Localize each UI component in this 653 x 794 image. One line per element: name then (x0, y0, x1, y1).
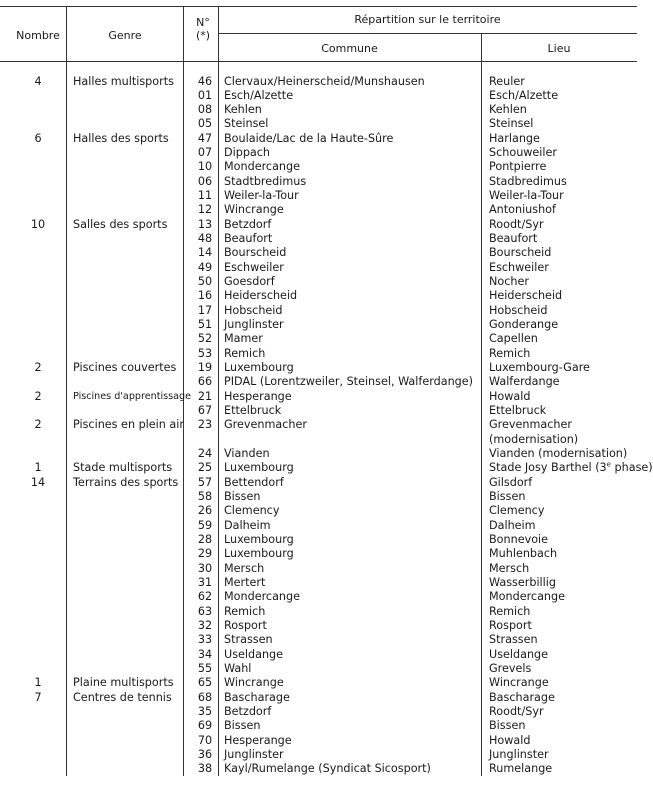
no-cell: 70 (197, 733, 213, 747)
no-cell: 59 (197, 518, 213, 532)
no-cell: 68 (197, 690, 213, 704)
no-cell: 49 (197, 260, 213, 274)
no-cell: 19 (197, 361, 213, 375)
table-row (0, 189, 637, 203)
commune-cell: Luxembourg (224, 361, 294, 375)
commune-cell: Bettendorf (224, 475, 284, 489)
no-cell: 12 (197, 203, 213, 217)
no-cell: 11 (197, 189, 213, 203)
lieu-cell: Bissen (489, 719, 526, 733)
table-row (0, 246, 637, 260)
lieu-cell: Useldange (489, 647, 549, 661)
commune-cell: Esch/Alzette (224, 88, 294, 102)
commune-cell: Mamer (224, 332, 263, 346)
commune-cell: Luxembourg (224, 533, 294, 547)
commune-cell: Goesdorf (224, 275, 275, 289)
no-cell: 48 (197, 232, 213, 246)
lieu-cell: Bissen (489, 490, 526, 504)
table-row (0, 117, 637, 131)
table-row (0, 619, 637, 633)
lieu-cell: Ettelbruck (489, 404, 547, 418)
commune-cell: Eschweiler (224, 260, 284, 274)
no-cell: 01 (197, 88, 213, 102)
lieu-cell: Walferdange (489, 375, 560, 389)
lieu-cell: Bourscheid (489, 246, 552, 260)
lieu-cell: Heiderscheid (489, 289, 563, 303)
genre-cell: Piscines couvertes (73, 361, 177, 375)
table-row (0, 275, 637, 289)
header-lieu: Lieu (547, 42, 571, 55)
header-nombre: Nombre (16, 29, 60, 42)
table-row (0, 332, 637, 346)
table-row (0, 232, 637, 246)
commune-cell: Kayl/Rumelange (Syndicat Sicosport) (224, 762, 431, 776)
commune-cell: Bissen (224, 719, 261, 733)
commune-cell: Ettelbruck (224, 404, 282, 418)
commune-cell: Rosport (224, 619, 267, 633)
commune-cell: Hesperange (224, 389, 292, 403)
commune-cell: Useldange (224, 647, 284, 661)
lieu-cell: Bonnevoie (489, 533, 549, 547)
commune-cell: Dalheim (224, 518, 271, 532)
table-row (0, 447, 637, 461)
lieu-cell: Gonderange (489, 318, 559, 332)
table-row (0, 132, 637, 146)
lieu-cell: Roodt/Syr (489, 217, 544, 231)
no-cell: 66 (197, 375, 213, 389)
table-row (0, 361, 637, 375)
table-row (0, 404, 637, 418)
genre-cell: Centres de tennis (73, 690, 172, 704)
commune-cell: Dippach (224, 146, 271, 160)
table-row (0, 460, 653, 475)
commune-cell: Remich (224, 346, 266, 360)
no-cell: 32 (197, 619, 213, 633)
no-cell: 05 (197, 117, 213, 131)
table-row (0, 476, 637, 490)
genre-cell: Terrains des sports (73, 475, 179, 489)
commune-cell: Wahl (224, 662, 252, 676)
no-cell: 55 (197, 662, 213, 676)
no-cell: 57 (197, 475, 213, 489)
table-row (0, 103, 637, 117)
nombre-cell: 2 (34, 418, 42, 432)
table-row (0, 590, 637, 604)
genre-cell: Plaine multisports (73, 676, 174, 690)
no-cell: 16 (197, 289, 213, 303)
table-row (0, 748, 637, 762)
table-row (0, 318, 637, 332)
commune-cell: Weiler-la-Tour (224, 189, 299, 203)
table-row (0, 218, 637, 232)
lieu-cell: Junglinster (489, 748, 549, 761)
table-row (0, 75, 637, 89)
no-cell: 35 (197, 705, 213, 719)
commune-cell: Mondercange (224, 590, 301, 604)
no-cell: 51 (197, 318, 213, 332)
no-cell: 62 (197, 590, 213, 604)
lieu-cell: Roodt/Syr (489, 705, 544, 719)
commune-cell: Luxembourg (224, 547, 294, 561)
nombre-cell: 6 (34, 131, 42, 145)
lieu-cell: Pontpierre (489, 160, 547, 174)
lieu-superscript: e (606, 460, 611, 469)
no-cell: 34 (197, 647, 213, 661)
no-cell: 53 (197, 346, 213, 360)
commune-cell: Kehlen (224, 103, 262, 117)
lieu-cell: Wincrange (489, 676, 549, 690)
rule-header-bottom (0, 61, 637, 62)
commune-cell: Heiderscheid (224, 289, 298, 303)
table-row (0, 347, 637, 361)
header-no-line1: N° (196, 16, 210, 29)
no-cell: 31 (197, 576, 213, 590)
table-row (0, 289, 637, 303)
nombre-cell: 10 (30, 217, 46, 231)
lieu-cell: Remich (489, 346, 531, 360)
lieu-cell: Reuler (489, 74, 525, 88)
lieu-cell: Nocher (489, 275, 529, 289)
lieu-cell: Howald (489, 733, 531, 747)
commune-cell: Mertert (224, 576, 266, 590)
commune-cell: PIDAL (Lorentzweiler, Steinsel, Walferdange) (224, 375, 474, 389)
header-repartition: Répartition sur le territoire (354, 13, 501, 26)
table-row (0, 203, 637, 217)
no-cell: 13 (197, 217, 213, 231)
no-cell: 50 (197, 275, 213, 289)
table-row (0, 547, 637, 561)
lieu-cell: Rosport (489, 619, 532, 633)
lieu-cell: Wasserbillig (489, 576, 556, 590)
lieu-cell: Rumelange (489, 762, 553, 776)
lieu-cell: Vianden (modernisation) (489, 447, 628, 461)
lieu-cell: Howald (489, 389, 531, 403)
commune-cell: Bissen (224, 490, 261, 504)
lieu-cell: Dalheim (489, 518, 536, 532)
header-commune: Commune (321, 42, 378, 55)
lieu-cell: Clemency (489, 504, 545, 518)
no-cell: 08 (197, 103, 213, 117)
commune-cell: Boulaide/Lac de la Haute-Sûre (224, 131, 394, 145)
table-row (0, 562, 637, 576)
genre-cell: Piscines en plein air (73, 418, 184, 432)
lieu-cell: Capellen (489, 332, 538, 346)
no-cell: 69 (197, 719, 213, 733)
commune-cell: Strassen (224, 633, 273, 647)
lieu-cell: Esch/Alzette (489, 88, 559, 102)
no-cell: 24 (197, 447, 213, 461)
genre-cell: Halles des sports (73, 131, 169, 145)
no-cell: 63 (197, 604, 213, 618)
header-no (188, 16, 218, 42)
lieu-cell: Grevels (489, 662, 532, 676)
genre-cell: Stade multisports (73, 461, 173, 475)
table-row (0, 576, 637, 590)
table-row (0, 705, 637, 719)
lieu-cell: Gilsdorf (489, 475, 533, 489)
lieu-cell: Mondercange (489, 590, 566, 604)
lieu-cell: Weiler-la-Tour (489, 189, 564, 203)
no-cell: 28 (197, 533, 213, 547)
commune-cell: Bourscheid (224, 246, 287, 260)
no-cell: 26 (197, 504, 213, 518)
table-row (0, 175, 637, 189)
table-row (0, 504, 637, 518)
no-cell: 10 (197, 160, 213, 174)
table-row (0, 390, 637, 404)
lieu-cell: Grevenmacher (489, 418, 572, 432)
nombre-cell: 2 (34, 389, 42, 403)
no-cell: 33 (197, 633, 213, 647)
nombre-cell: 7 (34, 690, 42, 704)
commune-cell: Steinsel (224, 117, 269, 131)
lieu-cell: Antoniushof (489, 203, 556, 217)
commune-cell: Clervaux/Heinerscheid/Munshausen (224, 74, 425, 88)
no-cell: 67 (197, 404, 213, 418)
genre-cell: Piscines d'apprentissage (73, 390, 192, 402)
table-row (0, 490, 637, 504)
lieu-cell: Muhlenbach (489, 547, 558, 561)
commune-cell: Remich (224, 604, 266, 618)
commune-cell: Wincrange (224, 203, 284, 217)
commune-cell: Mersch (224, 561, 265, 575)
table-row (0, 762, 637, 776)
lieu-cell: Luxembourg-Gare (489, 361, 590, 375)
no-cell: 58 (197, 490, 213, 504)
table-row (0, 533, 637, 547)
header-genre: Genre (108, 29, 142, 42)
lieu-cell: Remich (489, 604, 531, 618)
nombre-cell: 1 (34, 676, 42, 690)
table-row (0, 691, 637, 705)
commune-cell: Luxembourg (224, 461, 294, 475)
nombre-cell: 2 (34, 361, 42, 375)
no-cell: 07 (197, 146, 213, 160)
lieu-cell: Kehlen (489, 103, 527, 117)
table-row (0, 662, 637, 676)
commune-cell: Betzdorf (224, 217, 272, 231)
lieu-cell: Strassen (489, 633, 538, 647)
commune-cell: Vianden (224, 447, 270, 461)
table-row (0, 633, 637, 647)
commune-cell: Hesperange (224, 733, 292, 747)
no-cell: 14 (197, 246, 213, 260)
commune-cell: Beaufort (224, 232, 273, 246)
no-cell: 65 (197, 676, 213, 690)
lieu-cell: Steinsel (489, 117, 534, 131)
commune-cell: Grevenmacher (224, 418, 307, 432)
table-row (0, 89, 637, 103)
commune-cell: Bascharage (224, 690, 290, 704)
nombre-cell: 14 (30, 475, 46, 489)
table-row (0, 304, 637, 318)
table-row (0, 160, 637, 174)
rule-top (0, 6, 637, 7)
genre-cell: Salles des sports (73, 217, 168, 231)
table-row (0, 519, 637, 533)
lieu-cell: Stadbredimus (489, 174, 567, 188)
rule-under-repartition (218, 33, 637, 34)
table-row (0, 433, 637, 447)
no-cell: 30 (197, 561, 213, 575)
table-row (0, 648, 637, 662)
lieu-cell: Bascharage (489, 690, 555, 704)
commune-cell: Junglinster (224, 748, 284, 761)
nombre-cell: 1 (34, 461, 42, 475)
genre-cell: Halles multisports (73, 74, 174, 88)
commune-cell: Mondercange (224, 160, 301, 174)
lieu-cell: Beaufort (489, 232, 538, 246)
no-cell: 47 (197, 131, 213, 145)
no-cell: 23 (197, 418, 213, 432)
lieu-cell: Mersch (489, 561, 530, 575)
commune-cell: Clemency (224, 504, 280, 518)
no-cell: 36 (197, 748, 213, 761)
table-row (0, 719, 637, 733)
table-row (0, 146, 637, 160)
commune-cell: Junglinster (224, 318, 284, 332)
lieu-cell: Eschweiler (489, 260, 549, 274)
lieu-cell: (modernisation) (489, 432, 579, 446)
nombre-cell: 4 (34, 74, 42, 88)
header-no-line2: (*) (195, 29, 211, 42)
lieu-cell (489, 461, 653, 475)
table-row (0, 734, 637, 748)
no-cell: 38 (197, 762, 213, 776)
no-cell: 06 (197, 174, 213, 188)
table-row (0, 375, 637, 389)
no-cell: 29 (197, 547, 213, 561)
lieu-cell: Hobscheid (489, 303, 548, 317)
lieu-tail: phase) (610, 461, 653, 475)
commune-cell: Betzdorf (224, 705, 272, 719)
lieu-text: Stade Josy Barthel (3 (489, 461, 607, 475)
no-cell: 17 (197, 303, 213, 317)
no-cell: 52 (197, 332, 213, 346)
table-row (0, 261, 637, 275)
commune-cell: Hobscheid (224, 303, 283, 317)
lieu-cell: Harlange (489, 131, 540, 145)
commune-cell: Stadtbredimus (224, 174, 307, 188)
table-row (0, 418, 637, 432)
no-cell: 46 (197, 74, 213, 88)
lieu-cell: Schouweiler (489, 146, 558, 160)
no-cell: 25 (197, 461, 213, 475)
table-row (0, 676, 637, 690)
no-cell: 21 (197, 389, 213, 403)
commune-cell: Wincrange (224, 676, 284, 690)
table-row (0, 605, 637, 619)
